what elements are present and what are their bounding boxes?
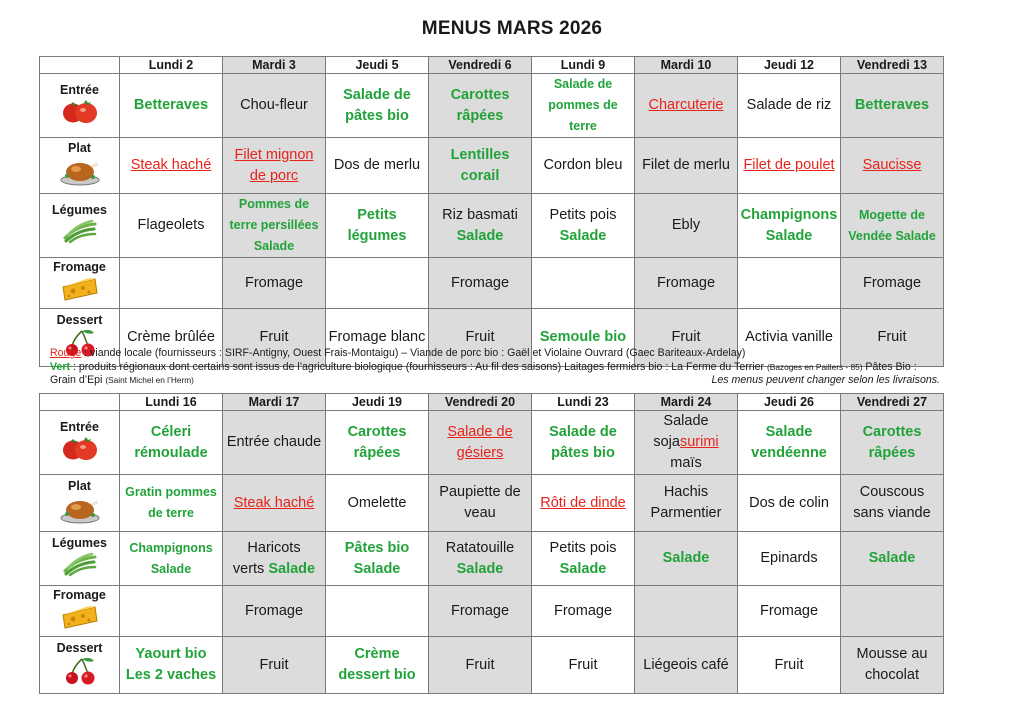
menu-cell [841, 74, 944, 138]
dish-text: Fruit [259, 656, 289, 673]
legend-rouge-word: Rouge [50, 347, 82, 359]
menu-row-entree [40, 411, 944, 475]
dish-text: Salade [353, 560, 401, 577]
dish-text: Fruit [465, 656, 495, 673]
dish-text: Filet mignon de porc [234, 146, 314, 184]
menu-cell [635, 637, 738, 694]
legend-note: Les menus peuvent changer selon les livraisons. [711, 374, 940, 386]
dish-text: Ratatouille [445, 539, 515, 556]
category-label: Plat [68, 141, 91, 155]
dish-text: Fromage [862, 274, 922, 291]
dish-text: Paupiette de veau [439, 484, 521, 521]
menu-cell [532, 258, 635, 309]
menu-cell [841, 258, 944, 309]
dish-text: Champignons Salade [129, 540, 213, 576]
day-header: Mardi 3 [223, 57, 326, 74]
dish-text: Carottes râpées [450, 86, 510, 124]
category-cell [40, 194, 120, 258]
menu-cell [120, 138, 223, 194]
cherries-icon [42, 656, 117, 691]
menu-cell [326, 637, 429, 694]
dish-text: Filet de poulet [743, 157, 835, 173]
menu-cell [326, 532, 429, 586]
header-row [40, 57, 944, 74]
dish-text: Flageolets [137, 217, 205, 233]
dish-text: Fruit [774, 656, 804, 673]
category-label: Dessert [56, 640, 103, 655]
dish-text: Steak haché [233, 494, 315, 511]
dish-text: Liégeois café [643, 656, 729, 673]
dish-text: Couscous sans viande [853, 484, 931, 521]
dish-text: Carottes râpées [347, 423, 407, 461]
menu-cell [429, 586, 532, 637]
legend-vert-text: : produits régionaux dont certains sont issus de l’agriculture biologique (fournisseurs : Au fil des saisons) Laitages fermiers bio : La Ferme du Terrier [70, 360, 768, 373]
menu-row-entree [40, 74, 944, 138]
menu-cell [532, 194, 635, 258]
dish-text: Yaourt bio [135, 646, 207, 662]
dish-text: Salade [662, 550, 710, 566]
day-header: Jeudi 5 [326, 57, 429, 74]
day-header: Vendredi 27 [841, 394, 944, 411]
dish-text: Salade [559, 560, 607, 577]
day-header: Lundi 16 [120, 394, 223, 411]
dish-text: Petits pois [549, 206, 617, 223]
menu-row-legumes [40, 532, 944, 586]
dish-text: Fruit [465, 329, 495, 345]
menu-cell [532, 532, 635, 586]
menu-cell [120, 194, 223, 258]
dish-text: Mogette de Vendée Salade [848, 207, 936, 243]
page-title: MENUS MARS 2026 [421, 18, 603, 39]
menu-row-fromage [40, 258, 944, 309]
menu-cell [841, 586, 944, 637]
dish-text: Chou-fleur [240, 97, 308, 113]
day-header: Mardi 24 [635, 394, 738, 411]
menu-cell [532, 138, 635, 194]
dish-text: Activia vanille [745, 329, 833, 345]
menu-cell [635, 475, 738, 532]
menu-cell [635, 258, 738, 309]
menu-cell [532, 475, 635, 532]
dish-text: Fruit [877, 329, 907, 345]
menu-cell [326, 194, 429, 258]
menu-cell [738, 258, 841, 309]
dish-text: dessert bio [338, 667, 416, 683]
dish-text: Fromage [244, 274, 304, 291]
dish-text: Fruit [259, 329, 289, 345]
menu-cell [532, 74, 635, 138]
menu-cell [532, 586, 635, 637]
category-cell [40, 475, 120, 532]
menu-cell [635, 411, 738, 475]
menu-row-dessert [40, 637, 944, 694]
menu-row-legumes [40, 194, 944, 258]
menu-cell [326, 586, 429, 637]
menu-cell [223, 532, 326, 586]
legend-line-3 [50, 374, 980, 388]
dish-text: Salade de pâtes bio [343, 86, 411, 124]
dish-text: Salade [868, 550, 916, 566]
dish-text: Dos de merlu [333, 157, 421, 173]
dish-text: Champignons Salade [740, 206, 838, 244]
dish-text: Salade de gésiers [447, 423, 513, 461]
menu-row-plat [40, 475, 944, 532]
dish-text: verts [232, 560, 269, 577]
green-beans-icon [42, 551, 117, 582]
dish-text: Charcuterie [648, 97, 724, 113]
dish-text: Les 2 vaches [125, 667, 217, 683]
menu-table-week-2 [39, 393, 944, 694]
menu-cell [326, 475, 429, 532]
menu-cell [223, 475, 326, 532]
dish-text: Entrée chaude [226, 434, 322, 450]
dish-text: Haricots [247, 539, 301, 556]
menu-cell [120, 637, 223, 694]
menu-cell [223, 411, 326, 475]
menu-cell [223, 258, 326, 309]
dish-text: Epinards [760, 550, 818, 566]
menu-cell [635, 138, 738, 194]
dish-text: Fromage [450, 274, 510, 291]
legend-vert-small: (Bazoges en Paillers - 85) [767, 361, 863, 372]
dish-text: Mousse au chocolat [856, 646, 928, 683]
dish-text: Filet de merlu [642, 157, 730, 173]
dish-text: Petits pois [549, 539, 617, 556]
menu-cell [223, 194, 326, 258]
category-label: Légumes [52, 536, 107, 550]
category-cell [40, 586, 120, 637]
menu-cell [841, 194, 944, 258]
dish-text: Betteraves [854, 97, 930, 113]
day-header: Jeudi 19 [326, 394, 429, 411]
header-row [40, 394, 944, 411]
dish-text: Steak haché [130, 157, 212, 173]
dish-text: Fromage [450, 602, 510, 619]
dish-text: Betteraves [133, 97, 209, 113]
dish-text: Omelette [347, 494, 407, 511]
menu-cell [429, 194, 532, 258]
menu-cell [841, 411, 944, 475]
menu-cell [738, 74, 841, 138]
legend-line-vert [50, 361, 980, 375]
dish-text: Salade [268, 560, 316, 577]
roast-chicken-icon [42, 156, 117, 191]
menu-cell [120, 586, 223, 637]
day-header: Jeudi 12 [738, 57, 841, 74]
menu-cell [429, 475, 532, 532]
dish-text: Fromage [244, 602, 304, 619]
menu-cell [429, 411, 532, 475]
cheese-icon [42, 275, 117, 308]
category-label: Fromage [53, 259, 106, 274]
dish-text: Céleri rémoulade [134, 423, 208, 461]
menu-cell [841, 637, 944, 694]
dish-text: Fruit [568, 656, 598, 673]
menu-cell [120, 532, 223, 586]
menu-cell [635, 586, 738, 637]
dish-text: Crème brûlée [127, 329, 215, 345]
menu-cell [738, 586, 841, 637]
legend [50, 347, 980, 388]
dish-text: Rôti de dinde [540, 494, 626, 511]
dish-text: Semoule bio [539, 329, 627, 345]
menu-cell [738, 637, 841, 694]
day-header: Lundi 23 [532, 394, 635, 411]
dish-text: Salade de pâtes bio [549, 423, 617, 461]
dish-text: Pommes de terre persillées Salade [229, 197, 319, 253]
dish-text: Fromage [759, 602, 819, 619]
dish-text: Carottes râpées [862, 423, 922, 461]
dish-text: Salade de riz [746, 97, 832, 113]
dish-text: Salade soja [653, 413, 709, 450]
dish-text: Pâtes bio [344, 539, 410, 556]
menu-cell [738, 138, 841, 194]
menu-cell [635, 74, 738, 138]
menu-cell [120, 258, 223, 309]
tomato-icon [42, 435, 117, 466]
day-header: Lundi 2 [120, 57, 223, 74]
day-header: Mardi 10 [635, 57, 738, 74]
dish-text: Hachis Parmentier [650, 484, 722, 521]
dish-text: Saucisse [862, 157, 922, 173]
menu-cell [635, 194, 738, 258]
category-label: Fromage [53, 587, 106, 602]
category-cell [40, 258, 120, 309]
menu-cell [223, 74, 326, 138]
day-header: Vendredi 6 [429, 57, 532, 74]
dish-text: surimi [679, 434, 719, 450]
menu-cell [429, 637, 532, 694]
category-label: Légumes [52, 203, 107, 217]
category-cell [40, 637, 120, 694]
dish-text: Salade [456, 227, 504, 244]
category-cell [40, 411, 120, 475]
menu-cell [635, 532, 738, 586]
legend-vert-small-2: (Saint Michel en l’Herm) [105, 375, 194, 385]
dish-text: Lentilles corail [450, 146, 510, 184]
menu-cell [532, 411, 635, 475]
menu-row-plat [40, 138, 944, 194]
menu-cell [429, 74, 532, 138]
menu-cell [429, 258, 532, 309]
menu-row-fromage [40, 586, 944, 637]
category-label: Dessert [56, 313, 103, 327]
corner-cell [40, 57, 120, 74]
menu-cell [326, 74, 429, 138]
dish-text: maïs [670, 455, 702, 471]
menu-cell [326, 138, 429, 194]
menu-cell [738, 411, 841, 475]
dish-text: Dos de colin [749, 494, 829, 511]
menu-cell [738, 194, 841, 258]
dish-text: Fromage [656, 274, 716, 291]
menu-cell [738, 532, 841, 586]
legend-vert-text-2: Pâtes Bio : [862, 360, 917, 373]
corner-cell [40, 394, 120, 411]
menu-table-week-1 [39, 56, 944, 367]
category-cell [40, 138, 120, 194]
menu-cell [120, 475, 223, 532]
legend-line-rouge [50, 347, 980, 361]
menu-cell [223, 138, 326, 194]
tomato-icon [42, 98, 117, 129]
day-header: Jeudi 26 [738, 394, 841, 411]
dish-text: Fruit [671, 329, 701, 345]
day-header: Vendredi 20 [429, 394, 532, 411]
cheese-icon [42, 603, 117, 636]
dish-text: Gratin pommes de terre [125, 485, 217, 520]
dish-text: Salade vendéenne [751, 423, 827, 461]
menu-cell [429, 532, 532, 586]
roast-chicken-icon [42, 494, 117, 529]
day-header: Vendredi 13 [841, 57, 944, 74]
menu-cell [120, 411, 223, 475]
dish-text: Fromage blanc [328, 329, 426, 345]
dish-text: Salade [559, 227, 607, 244]
dish-text: Cordon bleu [543, 157, 623, 173]
legend-vert-word: Vert [50, 360, 71, 373]
menu-cell [841, 138, 944, 194]
category-label: Plat [68, 478, 91, 493]
menu-cell [532, 637, 635, 694]
menu-cell [738, 475, 841, 532]
dish-text: Fromage [553, 602, 613, 619]
menu-cell [326, 411, 429, 475]
category-label: Entrée [60, 83, 99, 97]
dish-text: Riz basmati [442, 206, 518, 223]
legend-vert-text-3: Grain d’Epi [50, 374, 106, 386]
category-cell [40, 74, 120, 138]
day-header: Mardi 17 [223, 394, 326, 411]
menu-cell [429, 138, 532, 194]
menu-cell [841, 475, 944, 532]
menu-cell [120, 74, 223, 138]
dish-text: Crème [354, 646, 400, 662]
category-label: Entrée [60, 420, 99, 434]
green-beans-icon [42, 218, 117, 249]
day-header: Lundi 9 [532, 57, 635, 74]
legend-rouge-text: : viande locale (fournisseurs : SIRF-Antigny, Ouest Frais-Montaigu) – Viande de porc bio : Gaël et Violaine Ouvrard (Gaec Bariteaux-Ardelay) [81, 347, 746, 359]
dish-text: Ebly [671, 217, 701, 233]
dish-text: Petits légumes [347, 206, 407, 244]
menu-cell [841, 532, 944, 586]
dish-text: Salade de pommes de terre [548, 77, 618, 133]
menu-cell [326, 258, 429, 309]
category-cell [40, 532, 120, 586]
menu-cell [223, 586, 326, 637]
menu-cell [223, 637, 326, 694]
dish-text: Salade [456, 560, 504, 577]
